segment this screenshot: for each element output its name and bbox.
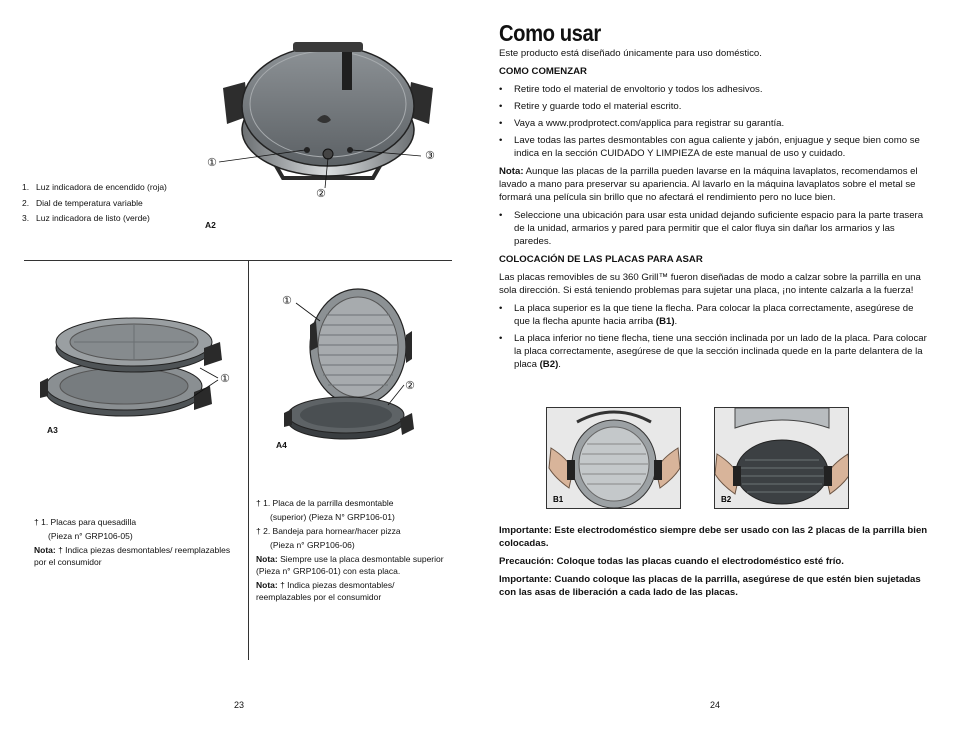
callout-a3-1: ①	[220, 372, 230, 385]
parts-list-a2	[22, 180, 222, 227]
section-heading-plates: COLOCACIÓN DE LAS PLACAS PARA ASAR	[499, 254, 703, 265]
callout-a2-3: ③	[425, 149, 435, 162]
list-item: • Retire todo el material de envoltorio y todos los adhesivos.	[499, 83, 929, 96]
list-item: • Lave todas las partes desmontables con agua caliente y jabón, enjuague y seque bien como se indica en la sección CUIDADO Y LIMPIEZA de este manual de uso y cuidado.	[499, 134, 929, 160]
plates-intro: Las placas removibles de su 360 Grill™ fueron diseñadas de modo a calzar sobre la parrilla en una sola dirección. Si está teniendo problemas para sujetar una placa, ¡no intente calzarla a la fuerza!	[499, 272, 921, 296]
page-number-left: 23	[234, 700, 245, 710]
page-number-right: 24	[710, 700, 721, 710]
list-item: • Vaya a www.prodprotect.com/applica para registrar su garantía.	[499, 117, 929, 130]
photo-b1-upper-plate	[546, 407, 681, 509]
parts-note-a3: † 1. Placas para quesadilla (Pieza n° GRP106-05) Nota: † Indica piezas desmontables/ reemplazables por el consumidor	[34, 517, 231, 567]
caution-note: Precaución: Coloque todas las placas cuando el electrodoméstico esté frío.	[499, 556, 844, 567]
callout-a4-1: ①	[282, 294, 292, 307]
plates-bullets	[499, 302, 929, 371]
list-item: 1. Luz indicadora de encendido (roja)	[22, 182, 167, 192]
list-item: • La placa inferior no tiene flecha, tiene una sección inclinada por un lado de la placa. Para colocar la placa correctamente, asegúrese de que la sección inclinada quede en la parte delantera de la placa (B2).	[499, 332, 929, 371]
location-bullet	[499, 209, 929, 248]
figure-label-a3: A3	[47, 425, 58, 435]
intro-text: Este producto está diseñado únicamente para uso doméstico.	[499, 48, 762, 59]
list-item: • Retire y guarde todo el material escrito.	[499, 100, 929, 113]
grill-illustration-a2	[205, 38, 450, 198]
quesadilla-plates-illustration-a3	[34, 312, 234, 422]
right-page	[477, 0, 954, 738]
list-item: • La placa superior es la que tiene la flecha. Para colocar la placa correctamente, asegúrese de que la flecha apunte hacia arriba (B1).	[499, 302, 929, 328]
important-note-1: Importante: Este electrodoméstico siempre debe ser usado con las 2 placas de la parrilla bien colocadas.	[499, 525, 928, 549]
dishwasher-note: Nota: Aunque las placas de la parrilla pueden lavarse en la máquina lavaplatos, recomendamos el lavado a mano para preservar su apariencia. Al lavarlo en la máquina lavaplatos sobre el metal se formará una película sin brillo que no afectará el rendimiento pero no luce bien.	[499, 166, 918, 203]
warnings-block	[499, 524, 929, 604]
page-title: Como usar	[499, 20, 601, 46]
callout-a2-2: ②	[316, 187, 326, 200]
callout-a2-1: ①	[207, 156, 217, 169]
callout-a4-2: ②	[405, 379, 415, 392]
instructions-body	[499, 47, 929, 376]
parts-note-a4: † 1. Placa de la parrilla desmontable (superior) (Pieza N° GRP106-01) † 2. Bandeja para hornear/hacer pizza (Pieza n° GRP106-06) Nota: Siempre use la placa desmontable superior (Pieza n° GRP106-01) con esta placa. Nota: † Indica piezas desmontables/ reemplazables por el consumidor	[256, 498, 444, 602]
start-bullets	[499, 83, 929, 160]
list-item: 3. Luz indicadora de listo (verde)	[22, 213, 150, 223]
photo-label-b2: B2	[721, 495, 732, 504]
divider-horizontal	[24, 260, 452, 261]
list-item: • Seleccione una ubicación para usar esta unidad dejando suficiente espacio para la parte trasera de la unidad, armarios y pared para permitir que el calor fluya sin dañar los armarios y las paredes.	[499, 209, 929, 248]
grill-plate-pizza-tray-illustration-a4	[276, 285, 441, 445]
section-heading-start: COMO COMENZAR	[499, 66, 587, 77]
figure-label-a4: A4	[276, 440, 287, 450]
important-note-2: Importante: Cuando coloque las placas de la parrilla, asegúrese de que estén bien sujetadas con las asas de liberación a cada lado de las placas.	[499, 574, 921, 598]
list-item: 2. Dial de temperatura variable	[22, 197, 143, 208]
figure-label-a2: A2	[205, 220, 216, 230]
photo-label-b1: B1	[553, 495, 564, 504]
photo-b2-lower-plate	[714, 407, 849, 509]
divider-vertical	[248, 260, 249, 660]
